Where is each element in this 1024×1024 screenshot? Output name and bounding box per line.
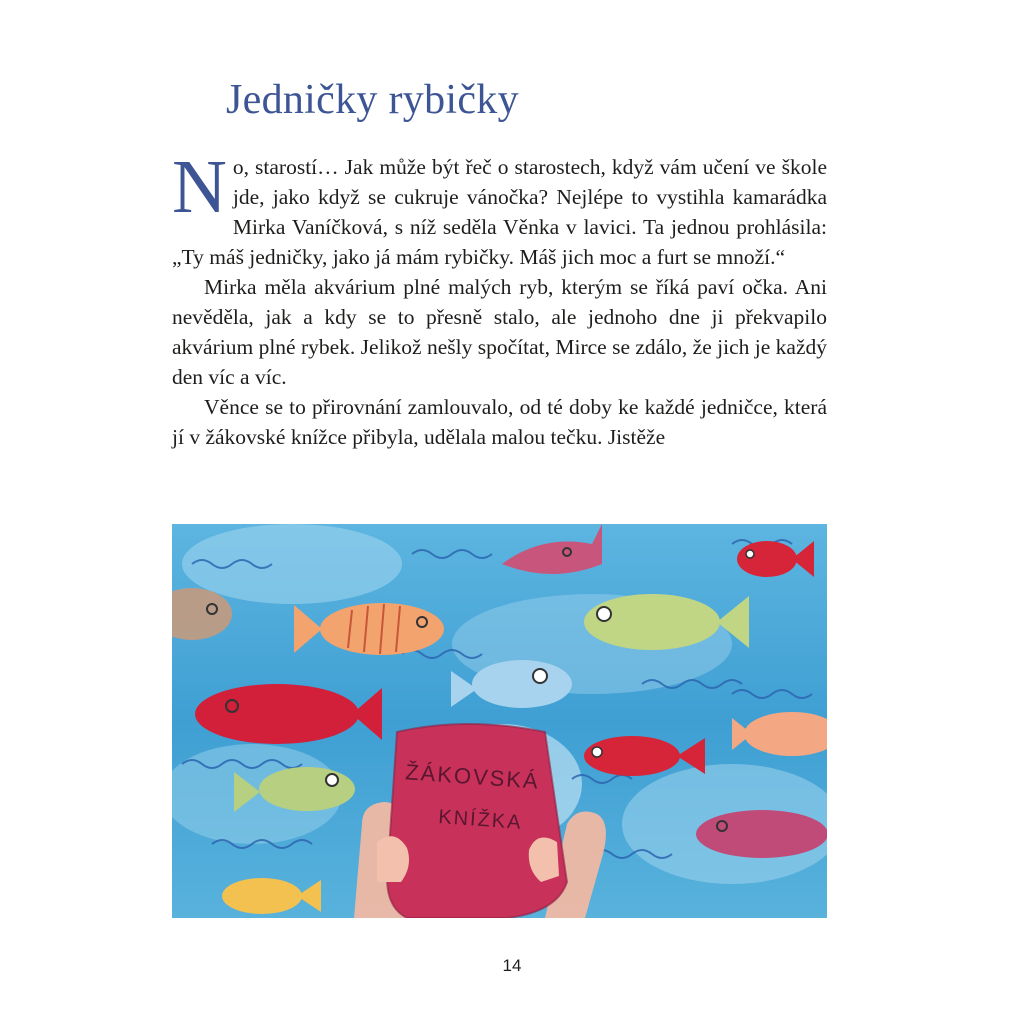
page-number: 14: [502, 956, 522, 975]
fish-pink-bottom: [696, 810, 827, 858]
drop-cap: N: [172, 145, 227, 229]
body-text: [172, 145, 827, 452]
aquarium-illustration: [172, 524, 827, 918]
chapter-title: Jedničky rybičky: [226, 77, 519, 123]
book-cover-line1: ŽÁKOVSKÁ: [404, 759, 541, 794]
paragraph-1: [172, 145, 827, 272]
paragraph-2: Mirka měla akvárium plné malých ryb, kterým se říká paví očka. Ani nevěděla, jak a kdy se to přesně stalo, ale jednoho dne ji překvapilo akvárium plné rybek. Jelikož nešly spočítat, Mirce se zdálo, že jich je každý den víc a víc.: [172, 275, 827, 389]
aquarium-painting: [172, 524, 827, 918]
paragraph-3: Věnce se to přirovnání zamlouvalo, od té doby ke každé jedničce, která jí v žákovské knížce přibyla, udělala malou tečku. Jistěže: [172, 395, 827, 449]
school-report-book: [387, 724, 567, 918]
paragraph-1-text: o, starostí… Jak může být řeč o starostech, když vám učení ve škole jde, jako když se cukruje vánočka? Nejlépe to vystihla kamarádka Mirka Vaníčková, s níž seděla Věnka v lavici. Ta jednou prohlásila: „Ty máš jedničky, jako já mám rybičky. Máš jich moc a furt se množí.“: [172, 155, 827, 269]
book-cover-line2: KNÍŽKA: [437, 806, 524, 834]
